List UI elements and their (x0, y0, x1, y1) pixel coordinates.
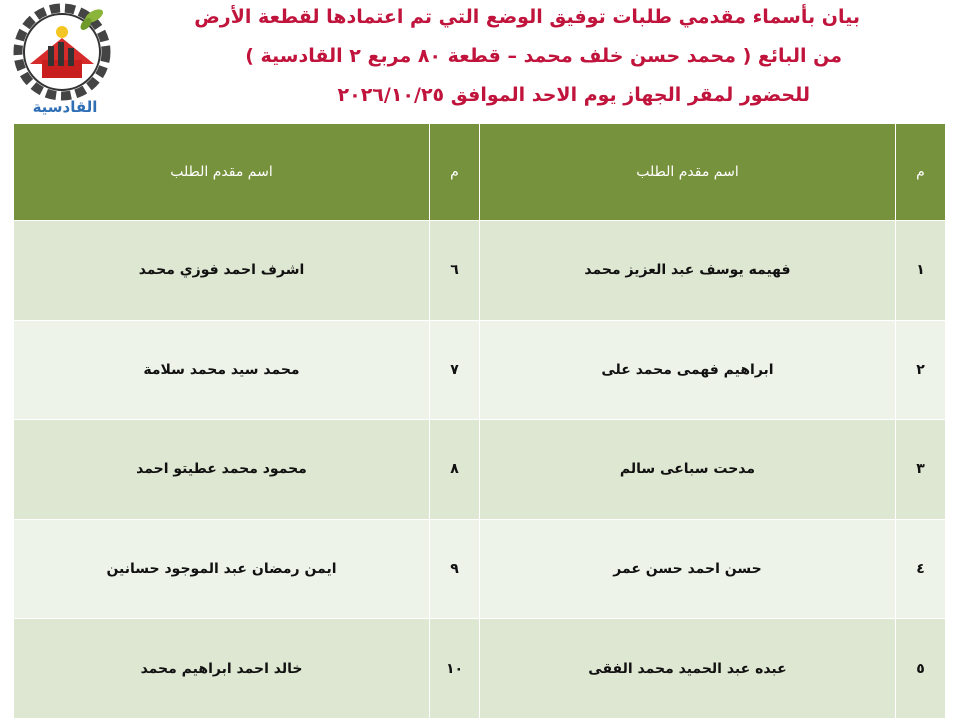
applicant-name: ابراهيم فهمى محمد على (480, 320, 896, 420)
row-number: ٧ (430, 320, 480, 420)
table-row (14, 221, 946, 321)
header-name-1: اسم مقدم الطلب (480, 124, 896, 221)
applicants-table (13, 123, 946, 719)
header-num-2: م (430, 124, 480, 221)
applicant-name: مدحت سباعى سالم (480, 420, 896, 520)
table-row (14, 619, 946, 719)
applicant-name: فهيمه يوسف عبد العزيز محمد (480, 221, 896, 321)
row-number: ٢ (896, 320, 946, 420)
row-number: ١ (896, 221, 946, 321)
row-number: ٩ (430, 519, 480, 619)
title-line-3: للحضور لمقر الجهاز يوم الاحد الموافق ٢٠٢٦/١٠/٢٥ (337, 84, 810, 106)
header-name-2: اسم مقدم الطلب (14, 124, 430, 221)
title-line-1: بيان بأسماء مقدمي طلبات توفيق الوضع التي تم اعتمادها لقطعة الأرض (194, 6, 860, 28)
header-num-1: م (896, 124, 946, 221)
table-header-row (14, 124, 946, 221)
row-number: ٦ (430, 221, 480, 321)
title-line-2: من البائع ( محمد حسن خلف محمد – قطعة ٨٠ مربع ٢ القادسية ) (245, 45, 842, 67)
row-number: ١٠ (430, 619, 480, 719)
row-number: ٥ (896, 619, 946, 719)
table-row (14, 519, 946, 619)
applicant-name: اشرف احمد فوزي محمد (14, 221, 430, 321)
row-number: ٨ (430, 420, 480, 520)
row-number: ٣ (896, 420, 946, 520)
applicant-name: خالد احمد ابراهيم محمد (14, 619, 430, 719)
applicant-name: محمد سيد محمد سلامة (14, 320, 430, 420)
logo-caption: القادسية (32, 98, 98, 116)
applicant-name: محمود محمد عطيتو احمد (14, 420, 430, 520)
row-number: ٤ (896, 519, 946, 619)
table-row (14, 420, 946, 520)
table-row (14, 320, 946, 420)
applicant-name: ايمن رمضان عبد الموجود حسانين (14, 519, 430, 619)
applicant-name: عبده عبد الحميد محمد الفقى (480, 619, 896, 719)
applicant-name: حسن احمد حسن عمر (480, 519, 896, 619)
